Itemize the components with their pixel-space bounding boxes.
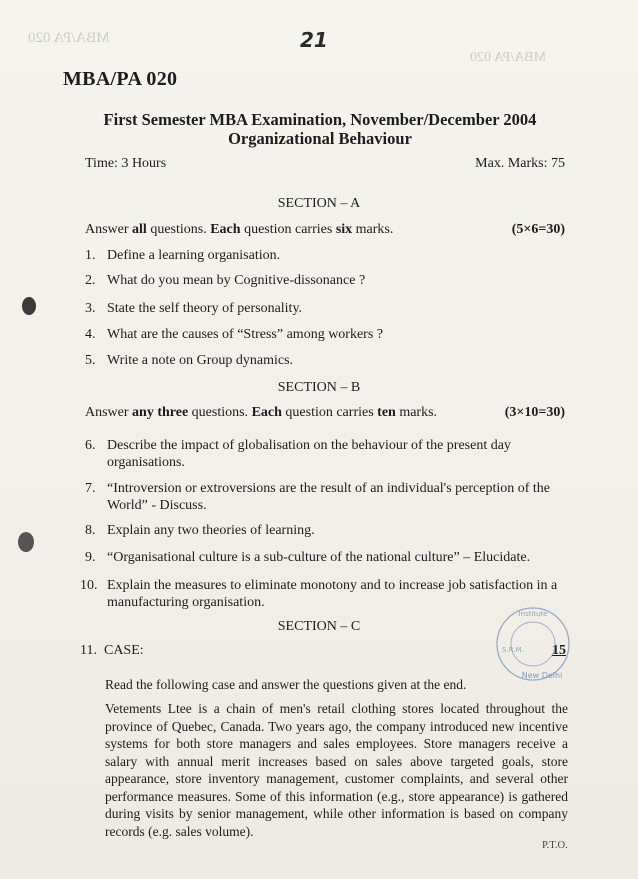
- question-1: 1. Define a learning organisation.: [85, 248, 281, 263]
- section-b-instruction: Answer any three questions. Each question carries ten marks.: [85, 405, 438, 420]
- punch-hole-mark: [18, 532, 34, 552]
- svg-text:S.R.M.: S.R.M.: [502, 646, 524, 654]
- subject-line: Organizational Behaviour: [228, 129, 412, 148]
- section-c-heading: SECTION – C: [277, 619, 361, 634]
- question-3: 3. State the self theory of personality.: [85, 301, 303, 316]
- institution-seal-stamp: [493, 604, 573, 684]
- bleed-through-text: MBA/PA 020: [470, 50, 547, 65]
- question-8: 8. Explain any two theories of learning.: [85, 523, 315, 538]
- question-2: 2. What do you mean by Cognitive-dissonance ?: [85, 273, 366, 288]
- bleed-through-text: MBA/PA 020: [28, 30, 110, 46]
- question-9: 9. “Organisational culture is a sub-culture of the national culture” – Elucidate.: [85, 550, 531, 565]
- question-4: 4. What are the causes of “Stress” among workers ?: [85, 327, 384, 342]
- max-marks-label: Max. Marks: 75: [475, 156, 565, 171]
- case-instruction: Read the following case and answer the questions given at the end.: [105, 677, 467, 692]
- handwritten-page-number: 21: [300, 28, 328, 52]
- question-6: 6. Describe the impact of globalisation on the behaviour of the present day organisations.: [85, 438, 511, 470]
- section-b-marks: (3×10=30): [504, 405, 565, 420]
- section-a-heading: SECTION – A: [277, 196, 361, 211]
- section-a-instruction-row: [85, 222, 565, 238]
- pto-label: P.T.O.: [542, 840, 568, 851]
- question-7: 7. “Introversion or extroversions are the result of an individual's perception of the World” - Discuss.: [85, 481, 550, 513]
- section-b-instruction-row: [85, 405, 565, 421]
- time-marks-row: [85, 156, 565, 172]
- question-5: 5. Write a note on Group dynamics.: [85, 353, 294, 368]
- question-10: 10. Explain the measures to eliminate monotony and to increase job satisfaction in a manufacturing organisation.: [80, 578, 558, 610]
- exam-line-1: First Semester MBA Examination, November/December 2004: [103, 110, 537, 129]
- svg-text:Institute: Institute: [518, 610, 548, 618]
- punch-hole-mark: [22, 297, 36, 315]
- case-passage: Vetements Ltee is a chain of men's retail clothing stores located throughout the province of Quebec, Canada. Two years ago, the company introduced new incentive systems for both store managers and sales employees. Store managers receive a salary with annual merit increases based on sales above targeted goals, store appearance, store inventory management, customer complaints, and several other performance measures. Some of this information (e.g., store appearance) is gathered during visits by senior management, while other information is based on company records (e.g. sales volume).: [105, 701, 568, 839]
- time-label: Time: 3 Hours: [85, 156, 167, 171]
- section-b-heading: SECTION – B: [277, 380, 361, 395]
- course-code: MBA/PA 020: [63, 68, 178, 90]
- svg-text:New Delhi: New Delhi: [521, 671, 563, 680]
- section-a-marks: (5×6=30): [511, 222, 565, 237]
- exam-title: [100, 110, 540, 148]
- question-11-marks: 15: [552, 643, 566, 658]
- section-a-instruction: Answer all questions. Each question carries six marks.: [85, 222, 394, 237]
- question-11-case-label: 11. CASE:: [80, 643, 144, 658]
